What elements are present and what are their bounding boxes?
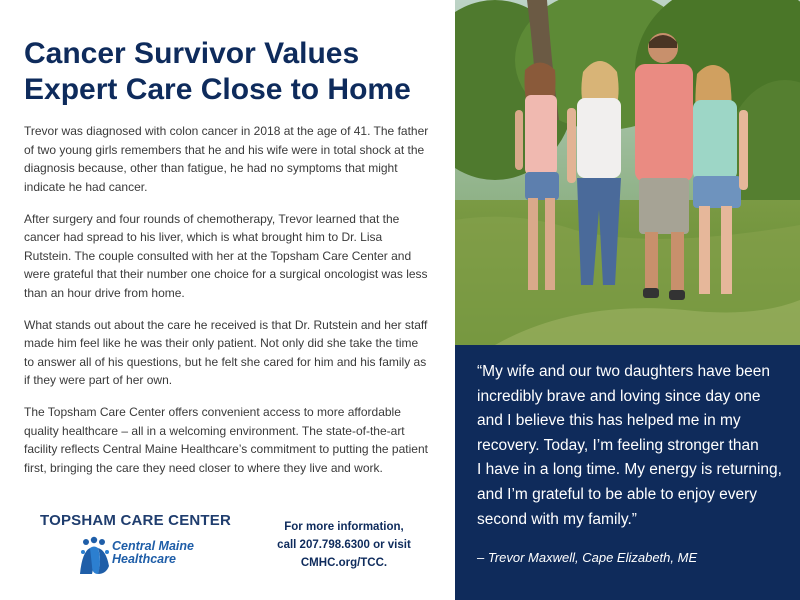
people-icon	[78, 536, 112, 576]
story-body	[24, 122, 429, 491]
logo-wordmark	[112, 540, 194, 566]
headline-line-2: Expert Care Close to Home	[24, 73, 411, 106]
headline	[24, 36, 444, 108]
testimonial-panel	[455, 345, 800, 600]
family-photo	[455, 0, 800, 345]
info-line-1: For more information,	[284, 521, 404, 533]
quote-line: second with my family.”	[477, 510, 637, 528]
quote-line: and I believe this has helped me in my	[477, 412, 741, 430]
quote-line: incredibly brave and loving since day one	[477, 387, 761, 405]
story-paragraph: Trevor was diagnosed with colon cancer in 2018 at the age of 41. The father of two young girls remembers that he and his wife were in total shock at the diagnosis because, other than fatigue, he had no symptoms that might indicate he had cancer.	[24, 124, 429, 194]
quote-line: I have in a long time. My energy is returning,	[477, 461, 782, 479]
care-center-name: TOPSHAM CARE CENTER	[40, 512, 232, 529]
family-walking-image	[455, 0, 800, 345]
quote-line: “My wife and our two daughters have been	[477, 363, 770, 380]
testimonial-attribution: – Trevor Maxwell, Cape Elizabeth, ME	[477, 550, 698, 565]
central-maine-healthcare-logo	[78, 536, 218, 576]
logo-line-2: Healthcare	[112, 552, 176, 566]
logo-line-1: Central Maine	[112, 539, 194, 553]
headline-line-1: Cancer Survivor Values	[24, 37, 360, 70]
testimonial-quote	[477, 360, 795, 532]
story-paragraph: After surgery and four rounds of chemotherapy, Trevor learned that the cancer had spread to his liver, which is what brought him to Dr. Lisa Rutstein. The couple consulted with her at the Topsham Care Center and were grateful that their number one choice for a surgical oncologist was less than an hour drive from home.	[24, 211, 428, 300]
quote-line: and I’m grateful to be able to enjoy every	[477, 485, 758, 503]
story-paragraph: The Topsham Care Center offers convenient access to more affordable quality healthcare – all in a welcoming environment. The state-of-the-art facility reflects Central Maine Healthcare’s commitment to putting the patient first, bringing the care they need closer to where they live and work.	[24, 405, 428, 475]
info-line-2: call 207.798.6300 or visit	[277, 539, 411, 551]
quote-line: recovery. Today, I’m feeling stronger than	[477, 436, 759, 454]
info-line-3: CMHC.org/TCC.	[300, 557, 388, 569]
contact-info	[264, 518, 424, 572]
story-paragraph: What stands out about the care he received is that Dr. Rutstein and her staff made him feel like he was their only patient. Not only did she take the time to answer all of his questions, but he felt she cared for him and his family as if they were part of her own.	[24, 317, 428, 387]
